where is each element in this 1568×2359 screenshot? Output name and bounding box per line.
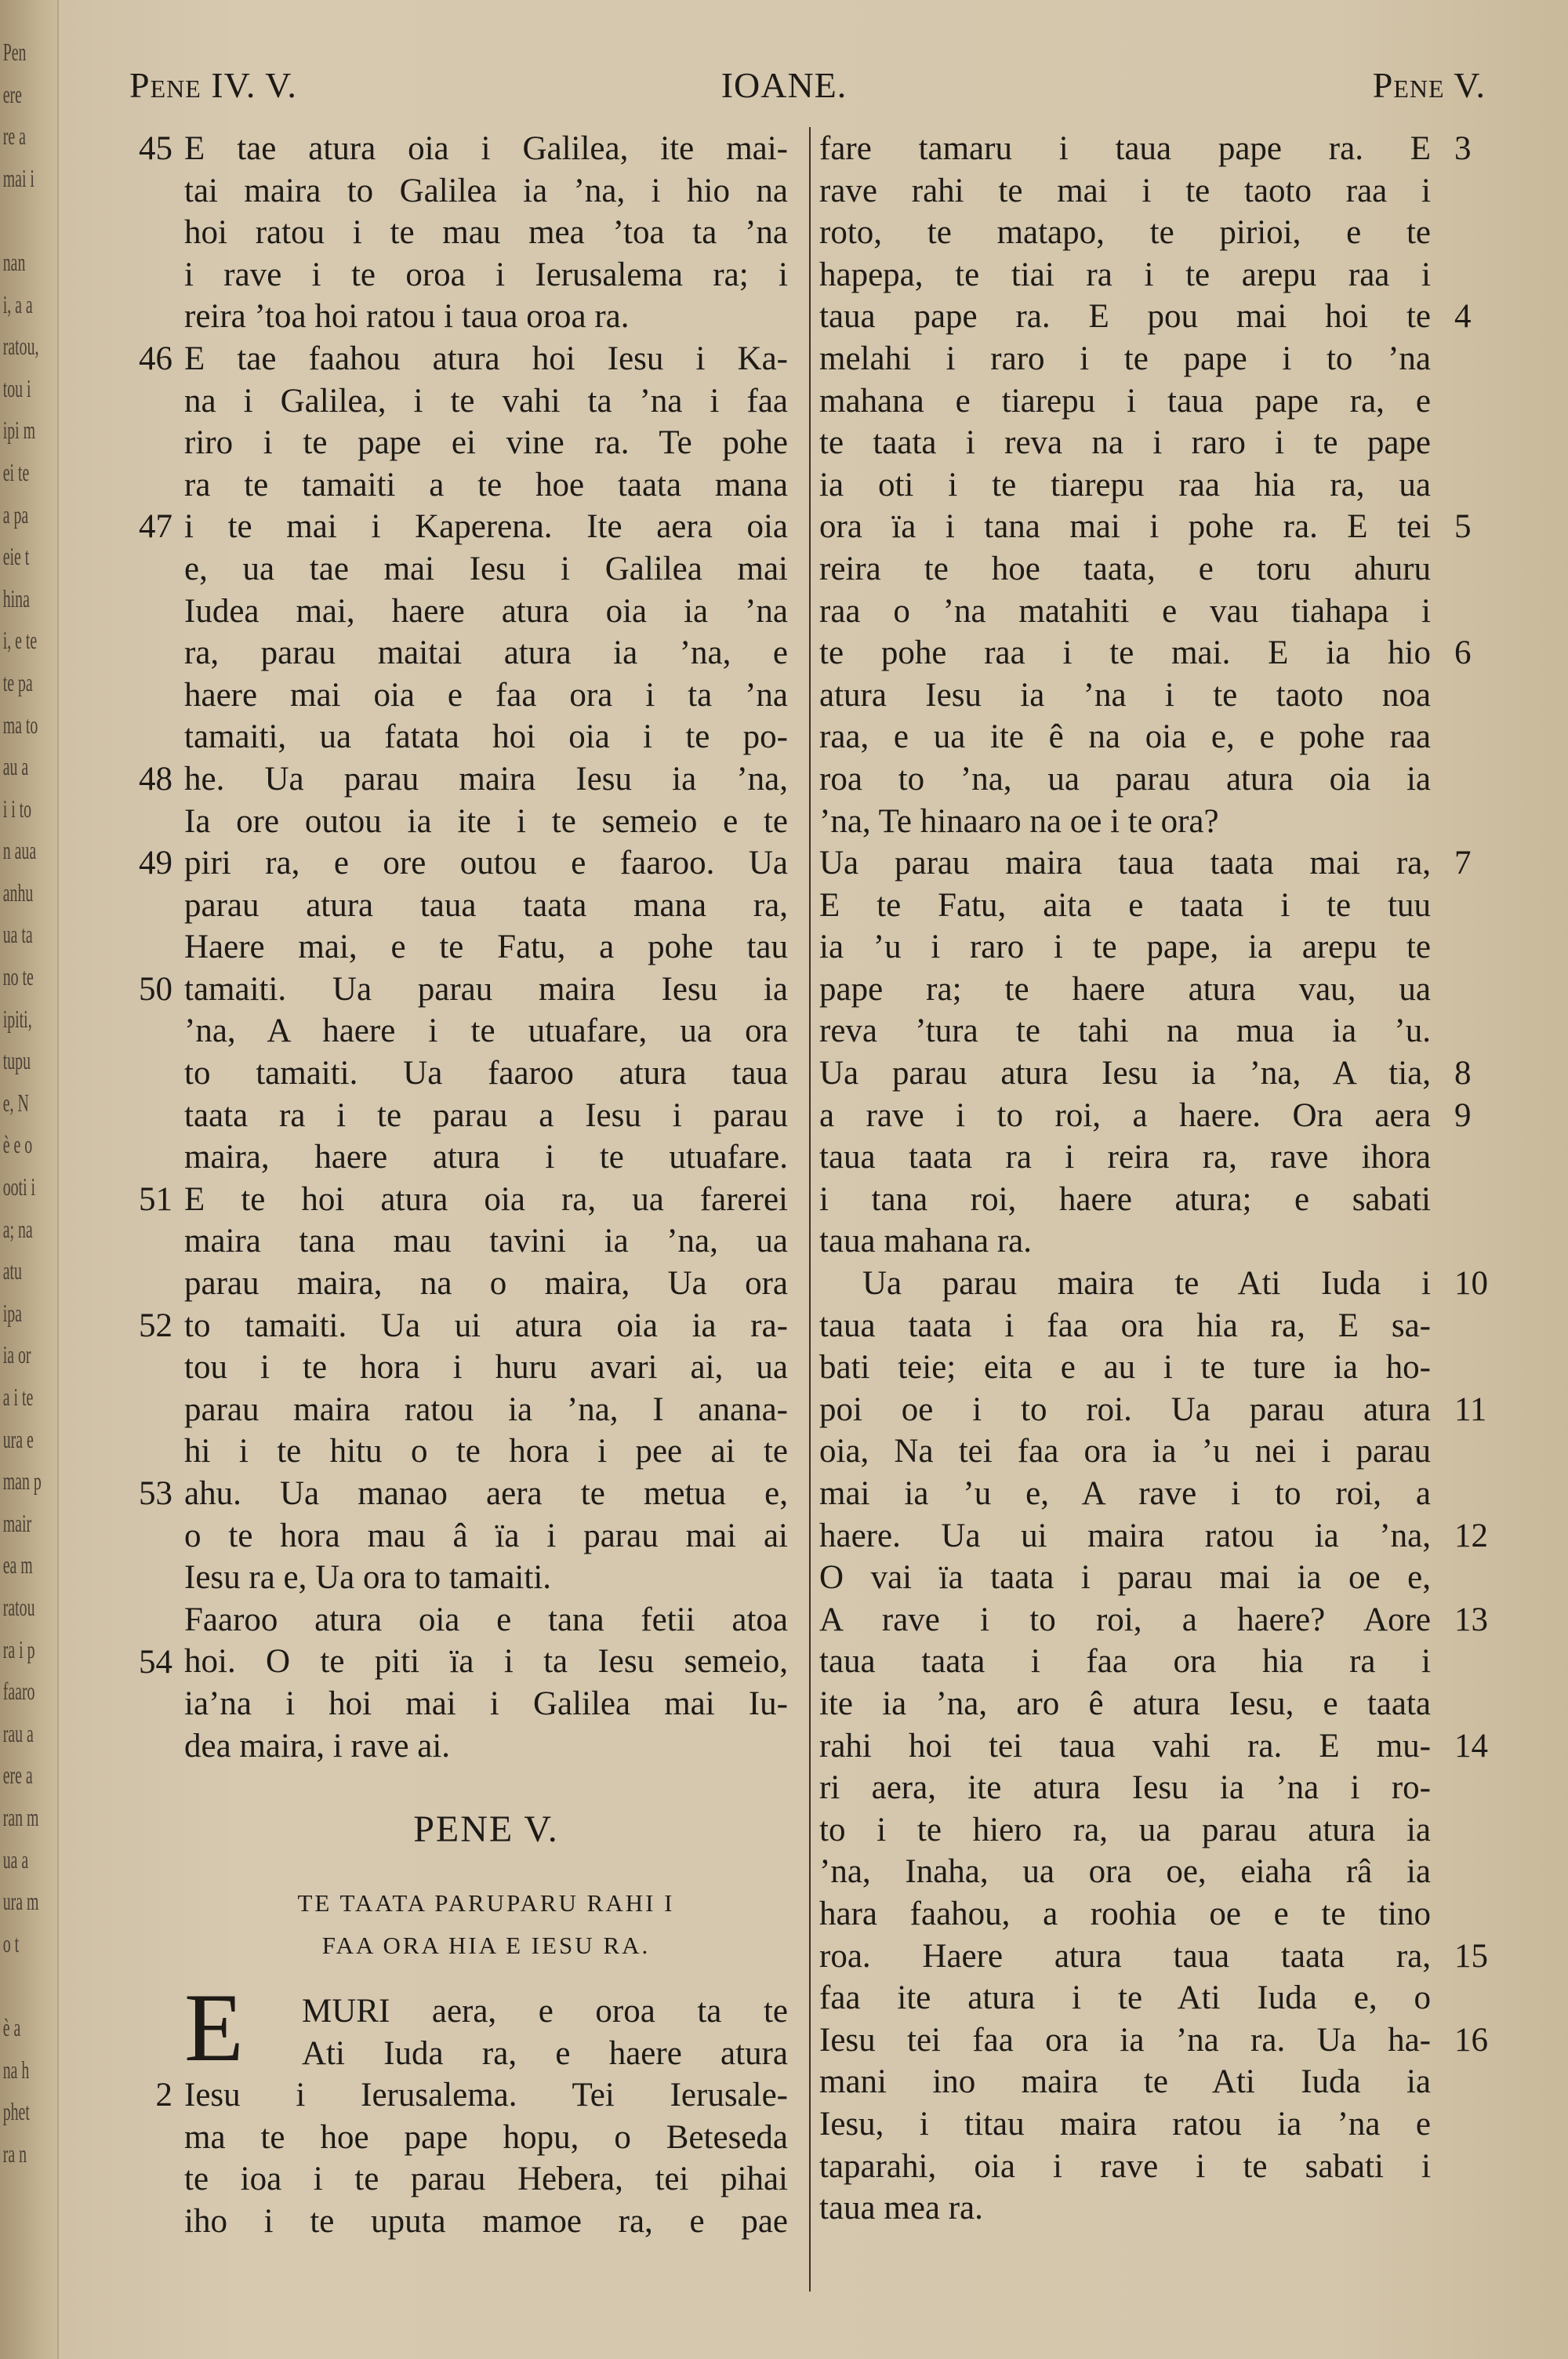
verse-number: 48 <box>139 761 172 798</box>
bleed-fragment: tou i <box>2 373 31 402</box>
verse-number: 14 <box>1454 1727 1488 1765</box>
text-line: E tae atura oia i Galilea, ite mai- <box>184 130 788 167</box>
verse-number: 54 <box>139 1643 172 1681</box>
text-line: ia oti i te tiarepu raa hia ra, ua <box>819 466 1431 503</box>
text-line: i rave i te oroa i Ierusalema ra; i <box>184 256 788 293</box>
verse-number: 2 <box>155 2077 172 2114</box>
text-line: roa to ’na, ua parau atura oia ia <box>819 760 1431 798</box>
text-line: hapepa, te tiai ra i te arepu raa i <box>819 256 1431 293</box>
text-line: e, ua tae mai Iesu i Galilea mai <box>184 550 788 587</box>
text-line: ’na, Inaha, ua ora oe, eiaha râ ia <box>819 1853 1431 1891</box>
text-line: ra te tamaiti a te hoe taata mana <box>184 466 788 503</box>
text-line: A rave i to roi, a haere? Aore <box>819 1601 1431 1638</box>
bleed-fragment: è e o <box>2 1130 33 1159</box>
text-line: maira, haere atura i te utuafare. <box>184 1139 788 1176</box>
text-line: a rave i to roi, a haere. Ora aera <box>819 1096 1431 1134</box>
verse-number: 50 <box>139 971 172 1008</box>
text-line: to i te hiero ra, ua parau atura ia <box>819 1811 1431 1848</box>
bleed-fragment: ia or <box>2 1340 31 1369</box>
bleed-fragment: e, N <box>2 1088 29 1117</box>
bleed-fragment: ura m <box>2 1887 39 1916</box>
running-head-title: IOANE. <box>720 65 848 105</box>
bleed-fragment: ra n <box>2 2139 27 2168</box>
text-line: to tamaiti. Ua ui atura oia ia ra- <box>184 1307 788 1344</box>
text-line: i tana roi, haere atura; e sabati <box>819 1180 1431 1218</box>
bleed-fragment: ooti i <box>2 1172 36 1201</box>
text-line: ora ïa i tana mai i pohe ra. E tei <box>819 508 1431 546</box>
text-line: tamaiti. Ua parau maira Iesu ia <box>184 970 788 1008</box>
verse-number: 16 <box>1454 2022 1488 2059</box>
verse-number: 8 <box>1454 1055 1472 1092</box>
bleed-fragment: anhu <box>2 878 34 907</box>
running-head-right-ref: V. <box>1454 65 1486 105</box>
text-line: poi oe i to roi. Ua parau atura <box>819 1390 1431 1428</box>
chapter-title: PENE V. <box>413 1808 559 1850</box>
bleed-fragment: ere a <box>2 1761 33 1790</box>
bleed-fragment <box>0 199 35 242</box>
facing-page-bleed <box>0 0 59 2359</box>
chapter-summary-line: FAA ORA HIA E IESU RA. <box>321 1932 651 1959</box>
text-line: he. Ua parau maira Iesu ia ’na, <box>184 760 788 798</box>
bleed-fragment: ua ta <box>2 920 33 949</box>
verse-number: 5 <box>1454 508 1472 546</box>
bleed-fragment: au a <box>2 752 29 781</box>
verse-number: 46 <box>139 340 172 377</box>
bleed-fragment: no te <box>2 962 34 991</box>
text-line: hi i te hitu o te hora i pee ai te <box>184 1433 788 1470</box>
verse-number: 10 <box>1454 1265 1488 1303</box>
verse-number: 11 <box>1454 1391 1487 1428</box>
text-line: roa. Haere atura taua taata ra, <box>819 1937 1431 1975</box>
left-column <box>184 128 788 1767</box>
text-line: raa, e ua ite ê na oia e, e pohe raa <box>819 718 1431 756</box>
text-line: E tae faahou atura hoi Iesu i Ka- <box>184 340 788 377</box>
text-line: reva ’tura te tahi na mua ia ’u. <box>819 1012 1431 1050</box>
text-line: Ua parau atura Iesu ia ’na, A tia, <box>819 1055 1431 1092</box>
text-line: parau maira, na o maira, Ua ora <box>184 1265 788 1303</box>
text-line: taua mea ra. <box>819 2190 983 2227</box>
bleed-fragment: ratou <box>2 1592 35 1621</box>
text-line: Haere mai, e te Fatu, a pohe tau <box>184 929 788 966</box>
chapter-summary-line: TE TAATA PARUPARU RAHI I <box>297 1889 675 1917</box>
chapter-summary <box>184 1882 788 1967</box>
bleed-fragment: eie t <box>2 542 30 571</box>
text-line: ite ia ’na, aro ê atura Iesu, e taata <box>819 1685 1431 1722</box>
bleed-fragment: ea m <box>2 1550 33 1579</box>
bleed-fragment: ipiti, <box>2 1004 32 1033</box>
verse-number: 13 <box>1454 1601 1488 1638</box>
text-line: Ia ore outou ia ite i te semeio e te <box>184 802 788 840</box>
text-line: Iesu i Ierusalema. Tei Ierusale- <box>184 2077 788 2114</box>
text-line: tamaiti, ua fatata hoi oia i te po- <box>184 718 788 756</box>
drop-cap: E <box>184 1974 244 2081</box>
text-line: Iesu, i titau maira ratou ia ’na e <box>819 2105 1431 2143</box>
text-line: mahana e tiarepu i taua pape ra, e <box>819 382 1431 420</box>
right-column <box>819 128 1431 2230</box>
bleed-fragment: i i to <box>2 794 32 823</box>
bleed-fragment: ipi m <box>2 416 36 445</box>
bleed-fragment: i, a a <box>2 289 33 318</box>
text-line: atura Iesu ia ’na i te taoto noa <box>819 676 1431 714</box>
bleed-fragment: ei te <box>2 457 30 486</box>
text-line: riro i te pape ei vine ra. Te pohe <box>184 424 788 462</box>
text-line: te pohe raa i te mai. E ia hio <box>819 634 1431 672</box>
bleed-fragment: nan <box>2 247 26 276</box>
bleed-fragment: ra i p <box>2 1634 35 1663</box>
text-line: melahi i raro i te pape i to ’na <box>819 340 1431 377</box>
text-line: mai ia ’u e, A rave i to roi, a <box>819 1475 1431 1512</box>
text-line: dea maira, i rave ai. <box>184 1727 451 1765</box>
text-line: pape ra; te haere atura vau, ua <box>819 970 1431 1008</box>
bleed-fragment <box>0 1965 35 2007</box>
verse-number: 15 <box>1454 1937 1488 1975</box>
text-line: rave rahi te mai i te taoto raa i <box>819 172 1431 209</box>
bleed-fragment: rau a <box>2 1718 34 1747</box>
text-line: te taata i reva na i raro i te pape <box>819 424 1431 462</box>
text-line: Ua parau maira te Ati Iuda i <box>862 1265 1431 1303</box>
text-line: Faaroo atura oia e tana fetii atoa <box>184 1601 788 1638</box>
text-line: taua mahana ra. <box>819 1223 1032 1260</box>
text-line: ra, parau maitai atura ia ’na, e <box>184 634 788 672</box>
running-head-right-word: Pene <box>1372 65 1445 105</box>
bleed-fragment: ran m <box>2 1802 39 1831</box>
text-line: taata ra i te parau a Iesu i parau <box>184 1096 788 1134</box>
bleed-fragment: na h <box>2 2055 30 2084</box>
text-line: Iesu ra e, Ua ora to tamaiti. <box>184 1559 552 1597</box>
text-line: ’na, A haere i te utuafare, ua ora <box>184 1012 788 1050</box>
bleed-fragment: o t <box>2 1928 20 1957</box>
text-line: parau atura taua taata mana ra, <box>184 886 788 924</box>
bleed-fragment: a pa <box>2 500 29 529</box>
bleed-fragment: faaro <box>2 1677 35 1706</box>
verse-number: 51 <box>139 1181 172 1218</box>
text-line: hoi ratou i te mau mea ’toa ta ’na <box>184 214 788 252</box>
bleed-fragment: mai i <box>2 163 34 192</box>
text-line: fare tamaru i taua pape ra. E <box>819 130 1431 167</box>
text-line: O vai ïa taata i parau mai ia oe e, <box>819 1559 1431 1597</box>
text-line: o te hora mau â ïa i parau mai ai <box>184 1517 788 1554</box>
text-line: ia ’u i raro i te pape, ia arepu te <box>819 929 1431 966</box>
bleed-fragment: man p <box>2 1467 42 1496</box>
verse-number: 7 <box>1454 845 1472 882</box>
bleed-fragment: ua a <box>2 1845 29 1874</box>
text-line: MURI aera, e oroa ta te <box>302 1993 788 2030</box>
text-line: rahi hoi tei taua vahi ra. E mu- <box>819 1727 1431 1765</box>
bleed-fragment: re a <box>2 122 26 151</box>
bleed-fragment: a; na <box>2 1214 33 1243</box>
text-line: Ati Iuda ra, e haere atura <box>302 2034 788 2072</box>
bleed-fragment: ipa <box>2 1298 22 1327</box>
bleed-fragment: ratou, <box>2 332 39 361</box>
bleed-fragment: atu <box>2 1256 22 1285</box>
bleed-fragment: ere <box>2 79 22 108</box>
text-line: E te Fatu, aita e taata i te tuu <box>819 886 1431 924</box>
text-line: oia, Na tei faa ora ia ’u nei i parau <box>819 1433 1431 1470</box>
running-head-left-ref: IV. V. <box>211 65 297 105</box>
verse-number: 4 <box>1454 298 1472 336</box>
bleed-fragment: n aua <box>2 836 37 865</box>
text-line: taparahi, oia i rave i te sabati i <box>819 2147 1431 2185</box>
verse-number: 47 <box>139 508 172 546</box>
text-line: ma te hoe pape hopu, o Beteseda <box>184 2118 788 2156</box>
text-line: taua taata i faa ora hia ra, E sa- <box>819 1307 1431 1344</box>
text-line: roto, te matapo, te pirioi, e te <box>819 214 1431 252</box>
bleed-fragment: i, e te <box>2 626 38 655</box>
text-line: taua pape ra. E pou mai hoi te <box>819 298 1431 336</box>
bleed-fragment: tupu <box>2 1046 31 1075</box>
text-line: faa ite atura i te Ati Iuda e, o <box>819 1979 1431 2017</box>
verse-number: 53 <box>139 1475 172 1513</box>
text-line: reira ’toa hoi ratou i taua oroa ra. <box>184 298 630 336</box>
verse-number: 52 <box>139 1307 172 1344</box>
text-line: E te hoi atura oia ra, ua farerei <box>184 1180 788 1218</box>
text-line: te ioa i te parau Hebera, tei pihai <box>184 2161 788 2198</box>
verse-number: 12 <box>1454 1517 1488 1554</box>
bleed-fragment: te pa <box>2 667 33 696</box>
verse-number: 3 <box>1454 130 1472 167</box>
bleed-fragment: a i te <box>2 1383 34 1411</box>
text-line: haere mai oia e faa ora i ta ’na <box>184 676 788 714</box>
text-line: maira tana mau tavini ia ’na, ua <box>184 1223 788 1260</box>
text-line: ahu. Ua manao aera te metua e, <box>184 1475 788 1512</box>
text-line: to tamaiti. Ua faaroo atura taua <box>184 1055 788 1092</box>
text-line: hoi. O te piti ïa i ta Iesu semeio, <box>184 1643 788 1681</box>
bleed-fragment: phet <box>2 2097 30 2126</box>
text-line: ri aera, ite atura Iesu ia ’na i ro- <box>819 1769 1431 1807</box>
text-line: na i Galilea, i te vahi ta ’na i faa <box>184 382 788 420</box>
running-head-right <box>1373 64 1486 111</box>
text-line: i te mai i Kaperena. Ite aera oia <box>184 508 788 546</box>
text-line: ia’na i hoi mai i Galilea mai Iu- <box>184 1685 788 1722</box>
text-line: hara faahou, a roohia oe e te tino <box>819 1895 1431 1932</box>
text-line: haere. Ua ui maira ratou ia ’na, <box>819 1517 1431 1554</box>
verse-number: 49 <box>139 845 172 882</box>
text-line: ’na, Te hinaaro na oe i te ora? <box>819 802 1219 840</box>
running-head-left-word: Pene <box>129 65 201 105</box>
column-divider <box>809 127 811 2292</box>
text-line: taua taata ra i reira ra, rave ihora <box>819 1139 1431 1176</box>
text-line: tou i te hora i huru avari ai, ua <box>184 1349 788 1387</box>
text-line: iho i te uputa mamoe ra, e pae <box>184 2203 788 2240</box>
text-line: taua taata i faa ora hia ra i <box>819 1643 1431 1681</box>
bleed-fragment: ura e <box>2 1424 34 1453</box>
text-line: Iudea mai, haere atura oia ia ’na <box>184 592 788 630</box>
bleed-fragment: è a <box>2 2012 21 2041</box>
text-line: piri ra, e ore outou e faaroo. Ua <box>184 845 788 882</box>
bleed-fragment: ma to <box>2 710 38 739</box>
bleed-fragment: mair <box>2 1508 32 1537</box>
verse-number: 6 <box>1454 634 1472 672</box>
bleed-fragment: Pen <box>2 38 27 66</box>
text-line: parau maira ratou ia ’na, I anana- <box>184 1390 788 1428</box>
text-line: raa o ’na matahiti e vau tiahapa i <box>819 592 1431 630</box>
text-line: tai maira to Galilea ia ’na, i hio na <box>184 172 788 209</box>
bleed-fragment: hina <box>2 583 30 612</box>
text-line: reira te hoe taata, e toru ahuru <box>819 550 1431 587</box>
verse-number: 9 <box>1454 1096 1472 1134</box>
text-line: bati teie; eita e au i te ture ia ho- <box>819 1349 1431 1387</box>
text-line: Iesu tei faa ora ia ’na ra. Ua ha- <box>819 2021 1431 2059</box>
text-line: mani ino maira te Ati Iuda ia <box>819 2063 1431 2101</box>
text-line: Ua parau maira taua taata mai ra, <box>819 845 1431 882</box>
verse-number: 45 <box>139 130 172 167</box>
